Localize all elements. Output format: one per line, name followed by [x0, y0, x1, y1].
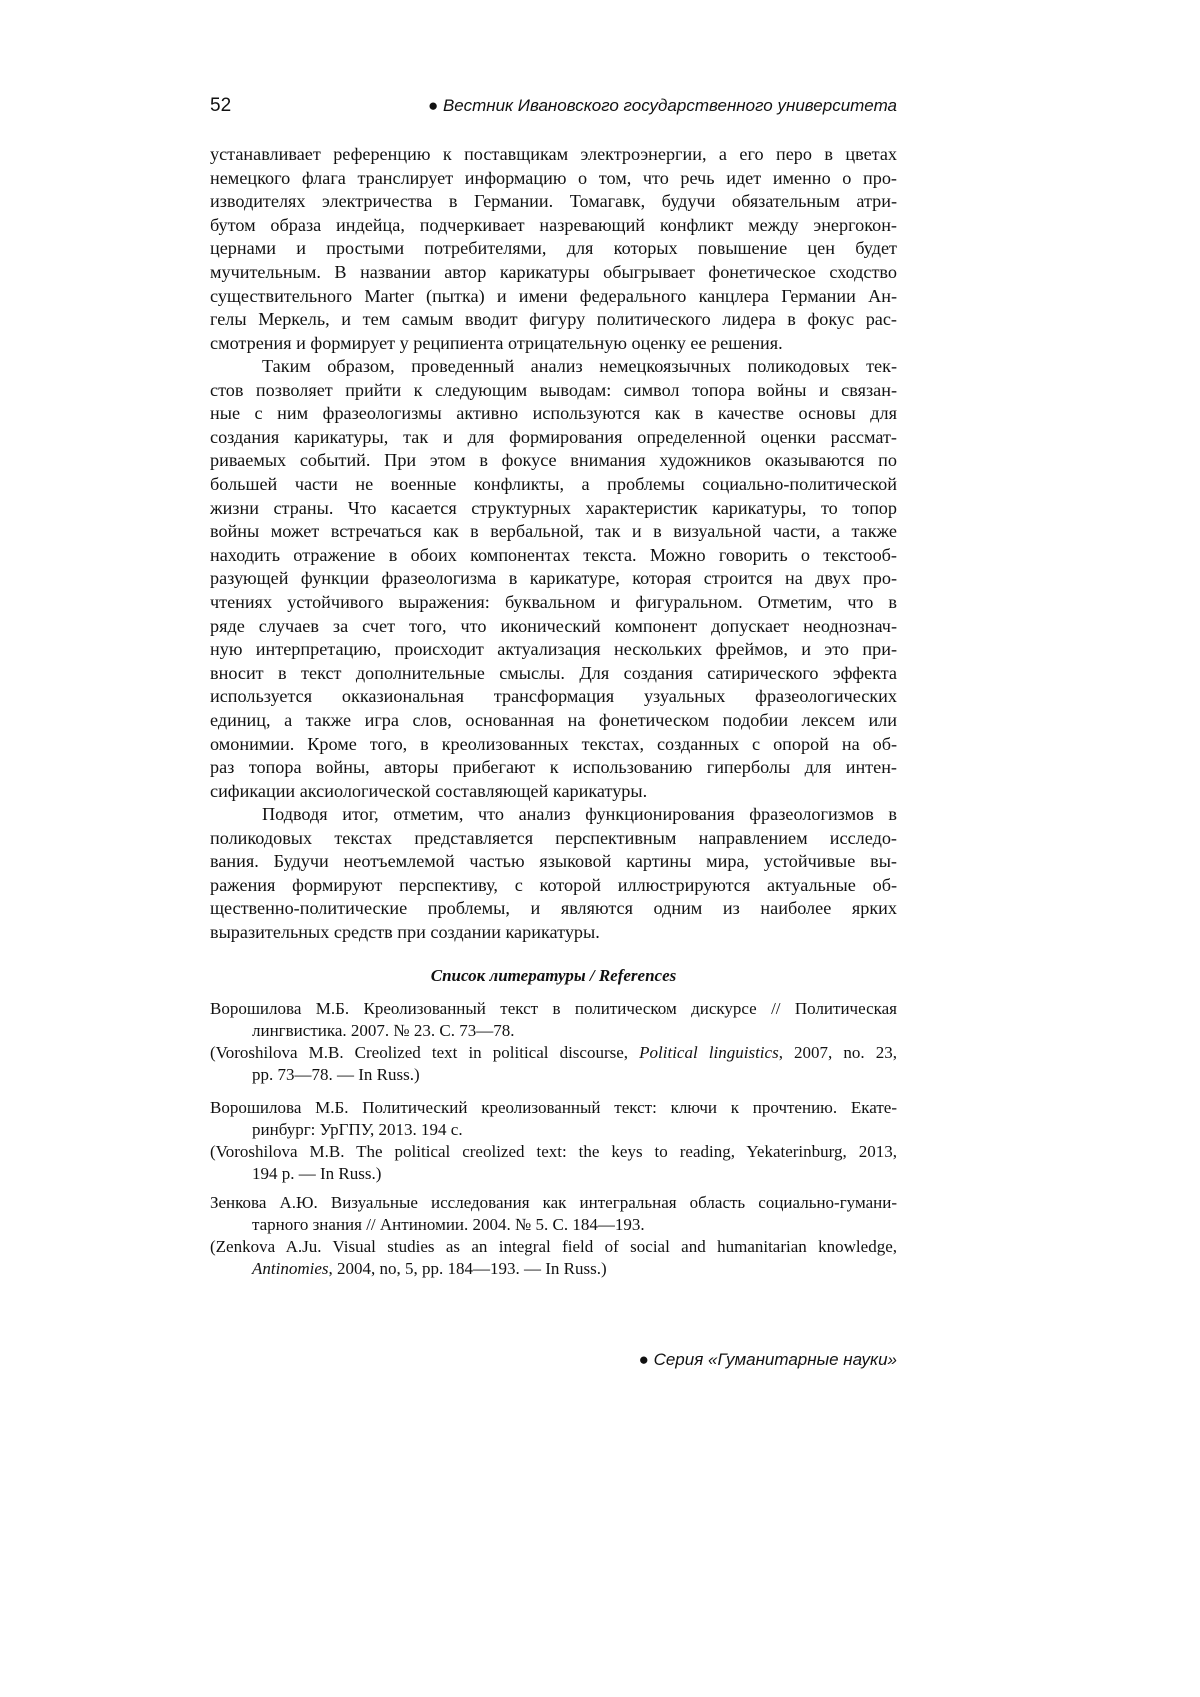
- text-line: ную интерпретацию, происходит актуализация нескольких фреймов, и это при-: [210, 638, 897, 662]
- references-heading: Список литературы / References: [210, 966, 897, 986]
- text-line: вносит в текст дополнительные смыслы. Для создания сатирического эффекта: [210, 662, 897, 686]
- text-line: войны может встречаться как в вербальной, так и в визуальной части, а также: [210, 520, 897, 544]
- text-line: раз топора войны, авторы прибегают к использованию гиперболы для интен-: [210, 756, 897, 780]
- ref-journal: Antinomies: [252, 1259, 329, 1278]
- text-line: омонимии. Кроме того, в креолизованных текстах, созданных с опорой на об-: [210, 733, 897, 757]
- text-line: изводителях электричества в Германии. Томагавк, будучи обязательным атри-: [210, 190, 897, 214]
- reference-ru-line: Ворошилова М.Б. Креолизованный текст в политическом дискурсе // Политическая: [210, 998, 897, 1020]
- paragraph-2: [210, 355, 897, 803]
- reference-en-line: [210, 1042, 897, 1064]
- reference-ru-line: Ворошилова М.Б. Политический креолизованный текст: ключи к прочтению. Екате-: [210, 1097, 897, 1119]
- text-line: риваемых событий. При этом в фокусе внимания художников оказываются по: [210, 449, 897, 473]
- text-line: создания карикатуры, так и для формирования определенной оценки рассмат-: [210, 426, 897, 450]
- text-line: поликодовых текстах представляется перспективным направлением исследо-: [210, 827, 897, 851]
- ref-text: , 2007, no. 23,: [779, 1043, 897, 1062]
- reference-en-line: 194 p. — In Russ.): [210, 1163, 897, 1185]
- text-line: большей части не военные конфликты, а проблемы социально-политической: [210, 473, 897, 497]
- text-line: находить отражение в обоих компонентах текста. Можно говорить о текстооб-: [210, 544, 897, 568]
- text-line: Подводя итог, отметим, что анализ функционирования фразеологизмов в: [210, 803, 897, 827]
- text-line: выразительных средств при создании карикатуры.: [210, 921, 897, 945]
- document-page: [0, 0, 1200, 1697]
- page-number: 52: [210, 95, 231, 117]
- text-line: устанавливает референцию к поставщикам электроэнергии, а его перо в цветах: [210, 143, 897, 167]
- text-line: жизни страны. Что касается структурных характеристик карикатуры, то топор: [210, 497, 897, 521]
- reference-ru-line: тарного знания // Антиномии. 2004. № 5. С. 184—193.: [210, 1214, 897, 1236]
- series-footer: ● Серия «Гуманитарные науки»: [639, 1350, 897, 1370]
- reference-3: [210, 1192, 897, 1280]
- reference-en-line: (Voroshilova M.B. The political creolized text: the keys to reading, Yekaterinburg, 2013,: [210, 1141, 897, 1163]
- text-line: сификации аксиологической составляющей карикатуры.: [210, 780, 897, 804]
- text-line: Таким образом, проведенный анализ немецкоязычных поликодовых тек-: [210, 355, 897, 379]
- reference-1: [210, 998, 897, 1086]
- text-line: чтениях устойчивого выражения: буквальном и фигуральном. Отметим, что в: [210, 591, 897, 615]
- ref-text: , 2004, no, 5, pp. 184—193. — In Russ.): [329, 1259, 607, 1278]
- text-line: ряде случаев за счет того, что иконический компонент допускает неоднознач-: [210, 615, 897, 639]
- reference-ru-line: ринбург: УрГПУ, 2013. 194 с.: [210, 1119, 897, 1141]
- text-line: ные с ним фразеологизмы активно используются как в качестве основы для: [210, 402, 897, 426]
- text-line: стов позволяет прийти к следующим выводам: символ топора войны и связан-: [210, 379, 897, 403]
- ref-text: (Voroshilova M.B. Creolized text in political discourse,: [210, 1043, 639, 1062]
- text-line: существительного Marter (пытка) и имени федерального канцлера Германии Ан-: [210, 285, 897, 309]
- reference-2: [210, 1097, 897, 1185]
- text-line: щественно-политические проблемы, и являются одним из наиболее ярких: [210, 897, 897, 921]
- reference-en-line: (Zenkova A.Ju. Visual studies as an integral field of social and humanitarian knowledge,: [210, 1236, 897, 1258]
- text-line: вания. Будучи неотъемлемой частью языковой картины мира, устойчивые вы-: [210, 850, 897, 874]
- text-line: смотрения и формирует у реципиента отрицательную оценку ее решения.: [210, 332, 897, 356]
- paragraph-3: [210, 803, 897, 945]
- text-line: разующей функции фразеологизма в карикатуре, которая строится на двух про-: [210, 567, 897, 591]
- text-line: немецкого флага транслирует информацию о том, что речь идет именно о про-: [210, 167, 897, 191]
- ref-journal: Political linguistics: [639, 1043, 779, 1062]
- text-line: ражения формируют перспективу, с которой иллюстрируются актуальные об-: [210, 874, 897, 898]
- reference-en-line: [210, 1258, 897, 1280]
- paragraph-1: [210, 143, 897, 355]
- journal-title: ● Вестник Ивановского государственного университета: [428, 96, 897, 116]
- text-line: используется окказиональная трансформация узуальных фразеологических: [210, 685, 897, 709]
- reference-en-line: pp. 73—78. — In Russ.): [210, 1064, 897, 1086]
- text-line: бутом образа индейца, подчеркивает назревающий конфликт между энергокон-: [210, 214, 897, 238]
- reference-ru-line: Зенкова А.Ю. Визуальные исследования как интегральная область социально-гумани-: [210, 1192, 897, 1214]
- reference-ru-line: лингвистика. 2007. № 23. С. 73—78.: [210, 1020, 897, 1042]
- text-line: единиц, а также игра слов, основанная на фонетическом подобии лексем или: [210, 709, 897, 733]
- text-line: гелы Меркель, и тем самым вводит фигуру политического лидера в фокус рас-: [210, 308, 897, 332]
- text-line: мучительным. В названии автор карикатуры обыгрывает фонетическое сходство: [210, 261, 897, 285]
- text-line: цернами и простыми потребителями, для которых повышение цен будет: [210, 237, 897, 261]
